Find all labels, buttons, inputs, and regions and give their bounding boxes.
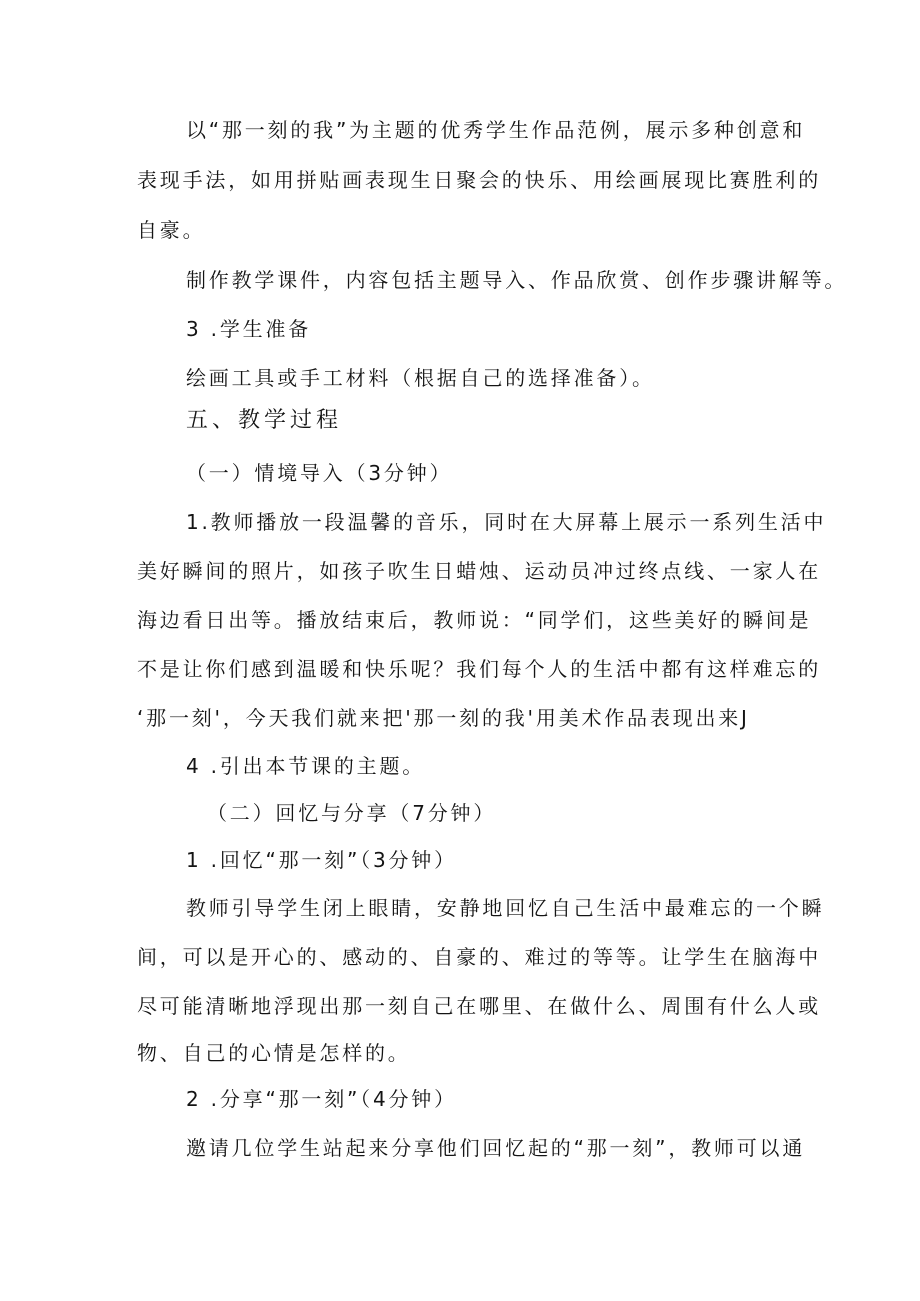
subsection-heading: （二）回忆与分享（7分钟）	[207, 801, 497, 825]
list-item: 4 .引出本节课的主题。	[186, 754, 426, 778]
paragraph-line: 间，可以是开心的、感动的、自豪的、难过的等等。让学生在脑海中	[137, 945, 821, 969]
paragraph-line: 物、自己的心情是怎样的。	[137, 1041, 411, 1065]
paragraph-line: 制作教学课件，内容包括主题导入、作品欣赏、创作步骤讲解等。	[186, 268, 848, 292]
paragraph-line: 以“那一刻的我”为主题的优秀学生作品范例，展示多种创意和	[186, 118, 806, 142]
paragraph-line: 不是让你们感到温暖和快乐呢？我们每个人的生活中都有这样难忘的	[137, 657, 821, 681]
paragraph-line: 绘画工具或手工材料（根据自己的选择准备）。	[186, 366, 655, 390]
section-heading: 五、教学过程	[186, 408, 343, 433]
paragraph-line: 尽可能清晰地浮现出那一刻自己在哪里、在做什么、周围有什么人或	[137, 994, 821, 1018]
paragraph-line: 自豪。	[137, 218, 206, 242]
paragraph-line: ‘那一刻'，今天我们就来把'那一刻的我'用美术作品表现出来J	[137, 706, 750, 730]
list-item: 1 .回忆“那一刻”（3分钟）	[186, 848, 457, 872]
list-item: 2 .分享“那一刻”（4分钟）	[186, 1087, 457, 1111]
paragraph-line: 邀请几位学生站起来分享他们回忆起的“那一刻”，教师可以通	[186, 1136, 806, 1160]
paragraph-line: 美好瞬间的照片，如孩子吹生日蜡烛、运动员冲过终点线、一家人在	[137, 559, 821, 583]
paragraph-line: 1.教师播放一段温馨的音乐，同时在大屏幕上展示一系列生活中	[186, 510, 827, 534]
paragraph-line: 教师引导学生闭上眼睛，安静地回忆自己生活中最难忘的一个瞬	[186, 896, 825, 920]
subsection-heading: （一）情境导入（3分钟）	[186, 461, 453, 485]
paragraph-line: 表现手法，如用拼贴画表现生日聚会的快乐、用绘画展现比赛胜利的	[137, 168, 821, 192]
paragraph-line: 海边看日出等。播放结束后，教师说：“同学们，这些美好的瞬间是	[137, 608, 812, 632]
list-item: 3 .学生准备	[186, 317, 312, 341]
